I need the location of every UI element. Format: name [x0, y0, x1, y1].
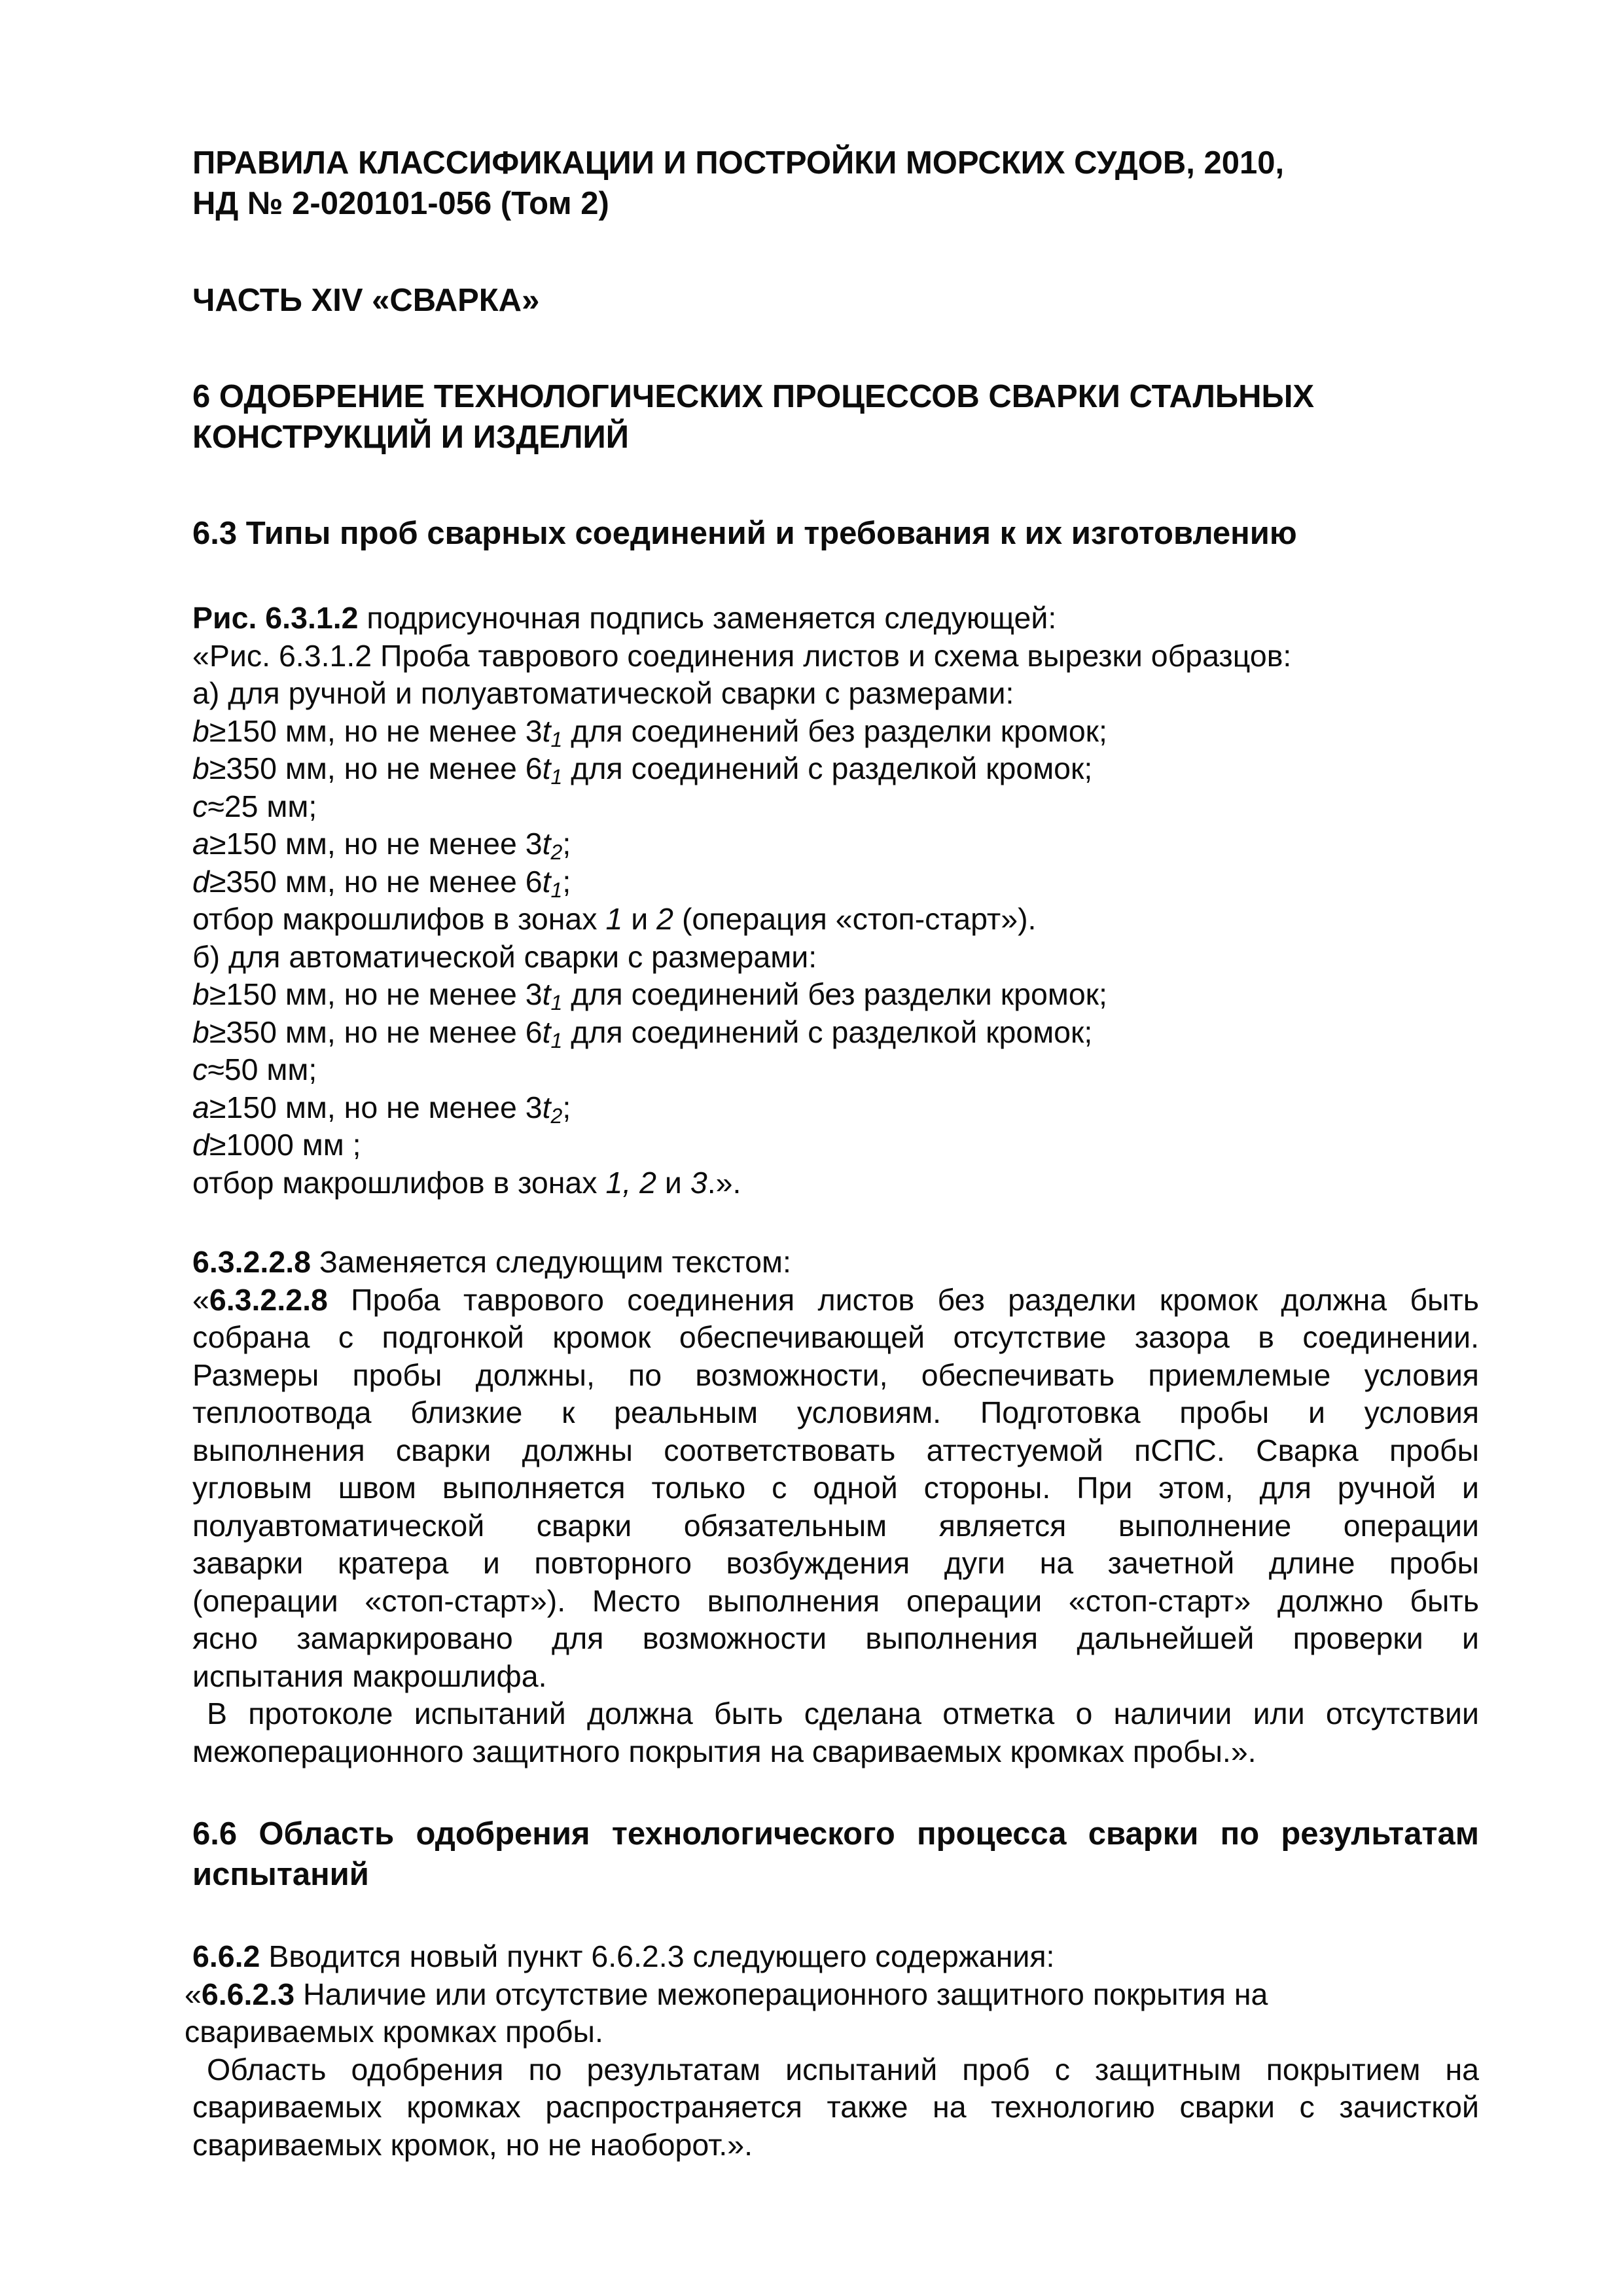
- subscript: 1: [550, 991, 563, 1014]
- dim-text: ≥150 мм, но не менее 3: [209, 1090, 543, 1124]
- dim-text: ≥350 мм, но не менее 6: [209, 1014, 543, 1049]
- scope-text-line: Область одобрения по результатам испытаний проб с защитным покрытием на: [207, 2052, 1479, 2087]
- dim-tail: для соединений с разделкой кромок;: [562, 1014, 1093, 1049]
- manual-a-line: [192, 825, 1479, 863]
- clause-ref: 6.6.2: [192, 1939, 260, 1973]
- dim-tail: для соединений без разделки кромок;: [562, 977, 1107, 1011]
- figure-change-line: [192, 600, 1479, 637]
- var-b: b: [192, 713, 209, 748]
- clause-text-line: угловым швом выполняется только с одной стороны. При этом, для ручной и: [192, 1471, 1479, 1505]
- manual-b1-line: [192, 713, 1479, 751]
- var-d: d: [192, 864, 209, 899]
- var-t: t: [542, 864, 551, 899]
- quote-mark: «: [192, 1282, 209, 1317]
- heading-line: испытаний: [192, 1857, 369, 1892]
- var-t: t: [542, 751, 551, 785]
- scope-text-line: свариваемых кромках распространяется также на технологию сварки с зачисткой: [192, 2090, 1479, 2124]
- zone-number: 3: [690, 1165, 707, 1200]
- chapter-heading: [192, 376, 1479, 457]
- auto-b1-line: [192, 976, 1479, 1014]
- var-b: b: [192, 1014, 209, 1049]
- zone-number: 1, 2: [605, 1165, 657, 1200]
- var-a: a: [192, 827, 209, 861]
- caption-line: «Рис. 6.3.1.2 Проба таврового соединения листов и схема вырезки образцов:: [192, 638, 1292, 673]
- subscript: 2: [550, 840, 563, 864]
- manual-zones-line: [192, 901, 1479, 939]
- clause-text-line: полуавтоматической сварки обязательным является выполнение операции: [192, 1508, 1479, 1543]
- clause-intro: Вводится новый пункт 6.6.2.3 следующего содержания:: [260, 1939, 1055, 1973]
- clause-note-line: В протоколе испытаний должна быть сделана отметка о наличии или отсутствии: [207, 1696, 1479, 1731]
- auto-b2-line: [192, 1014, 1479, 1052]
- clause-text-line: испытания макрошлифа.: [192, 1659, 547, 1693]
- auto-zones-line: [192, 1164, 1479, 1202]
- manual-d-line: [192, 863, 1479, 901]
- figure-intro: подрисуночная подпись заменяется следующей:: [358, 601, 1057, 635]
- clause-ref: 6.3.2.2.8: [192, 1245, 311, 1279]
- clause-6-3-2-2-8: [192, 1244, 1479, 1770]
- var-d: d: [192, 1128, 209, 1162]
- dim-text: ≈25 мм;: [207, 789, 317, 823]
- auto-a-line: [192, 1089, 1479, 1127]
- section-66-heading: [192, 1814, 1479, 1895]
- subscript: 1: [550, 1028, 563, 1052]
- var-c: c: [192, 789, 208, 823]
- chapter-line: КОНСТРУКЦИЙ И ИЗДЕЛИЙ: [192, 420, 629, 455]
- zones-text: отбор макрошлифов в зонах: [192, 902, 606, 936]
- manual-c-line: [192, 788, 1479, 826]
- clause-ref: 6.6.2.3: [201, 1977, 295, 2011]
- figure-ref: Рис. 6.3.1.2: [192, 601, 359, 635]
- subscript: 2: [550, 1103, 563, 1128]
- var-t: t: [542, 977, 551, 1011]
- subscript: 1: [550, 727, 563, 751]
- clause-text-line: (операции «стоп-старт»). Место выполнения операции «стоп-старт» должно быть: [192, 1583, 1479, 1618]
- dim-tail: ;: [562, 864, 571, 899]
- manual-intro: а) для ручной и полуавтоматической сварки с размерами:: [192, 676, 1014, 710]
- new-clause-line: свариваемых кромках пробы.: [185, 2015, 603, 2049]
- document-title: [192, 143, 1479, 224]
- dim-text: ≈50 мм;: [207, 1052, 317, 1086]
- auto-c-line: [192, 1051, 1479, 1089]
- zones-text: (операция «стоп-старт»).: [673, 902, 1037, 936]
- zones-text: и: [622, 902, 657, 936]
- zones-text: отбор макрошлифов в зонах: [192, 1165, 606, 1200]
- dim-tail: ;: [562, 1090, 571, 1124]
- clause-text: Проба таврового соединения листов без разделки кромок должна быть: [327, 1282, 1479, 1317]
- var-t: t: [542, 713, 551, 748]
- part-heading: ЧАСТЬ XIV «СВАРКА»: [192, 283, 540, 318]
- clause-intro-line: [192, 1938, 1479, 1976]
- subscript: 1: [550, 878, 563, 902]
- zone-number: 2: [656, 902, 674, 936]
- clause-text-line: теплоотвода близкие к реальным условиям. Подготовка пробы и условия: [192, 1395, 1479, 1429]
- clause-intro: Заменяется следующим текстом:: [310, 1245, 791, 1279]
- chapter-line: 6 ОДОБРЕНИЕ ТЕХНОЛОГИЧЕСКИХ ПРОЦЕССОВ СВАРКИ СТАЛЬНЫХ: [192, 379, 1315, 414]
- dim-tail: для соединений без разделки кромок;: [562, 713, 1107, 748]
- var-t: t: [542, 1090, 551, 1124]
- var-b: b: [192, 751, 209, 785]
- manual-b2-line: [192, 750, 1479, 788]
- paragraph-gap: [192, 1770, 1479, 1814]
- dim-text: ≥150 мм, но не менее 3: [209, 713, 543, 748]
- clause-text: Наличие или отсутствие межоперационного защитного покрытия на: [294, 1977, 1268, 2011]
- dim-tail: для соединений с разделкой кромок;: [562, 751, 1093, 785]
- var-t: t: [542, 827, 551, 861]
- clause-note-line: межоперационного защитного покрытия на свариваемых кромках пробы.».: [192, 1734, 1257, 1768]
- subscript: 1: [550, 765, 563, 789]
- zones-text: и: [656, 1165, 690, 1200]
- clause-text-line: выполнения сварки должны соответствовать аттестуемой пСПС. Сварка пробы: [192, 1433, 1479, 1467]
- var-b: b: [192, 977, 209, 1011]
- dim-text: ≥150 мм, но не менее 3: [209, 827, 543, 861]
- clause-text-line: собрана с подгонкой кромок обеспечивающей отсутствие зазора в соединении.: [192, 1320, 1479, 1354]
- title-line: НД № 2-020101-056 (Том 2): [192, 186, 609, 221]
- scope-text-line: свариваемых кромок, но не наоборот.».: [192, 2127, 753, 2162]
- clause-6-6-2: [185, 1938, 1479, 2164]
- zones-text: .».: [707, 1165, 741, 1200]
- clause-ref: 6.3.2.2.8: [209, 1282, 328, 1317]
- var-c: c: [192, 1052, 208, 1086]
- auto-d-line: [192, 1126, 1479, 1164]
- title-line: ПРАВИЛА КЛАССИФИКАЦИИ И ПОСТРОЙКИ МОРСКИХ СУДОВ, 2010,: [192, 145, 1285, 181]
- section-63-heading: 6.3 Типы проб сварных соединений и требования к их изготовлению: [192, 516, 1297, 551]
- var-a: a: [192, 1090, 209, 1124]
- dim-text: ≥150 мм, но не менее 3: [209, 977, 543, 1011]
- dim-text: ≥350 мм, но не менее 6: [209, 864, 543, 899]
- zone-number: 1: [605, 902, 623, 936]
- dim-tail: ;: [562, 827, 571, 861]
- heading-line: 6.6 Область одобрения технологического процесса сварки по результатам: [192, 1816, 1479, 1852]
- var-t: t: [542, 1014, 551, 1049]
- new-clause-line: [185, 1976, 1479, 2014]
- figure-caption-block: [192, 600, 1479, 1202]
- clause-text-line: заварки кратера и повторного возбуждения дуги на зачетной длине пробы: [192, 1546, 1479, 1580]
- quote-mark: «: [185, 1977, 202, 2011]
- clause-text-line: ясно замаркировано для возможности выполнения дальнейшей проверки и: [192, 1621, 1479, 1655]
- paragraph-gap: [192, 1202, 1479, 1244]
- clause-intro-line: [192, 1244, 1479, 1282]
- dim-text: ≥1000 мм ;: [209, 1128, 361, 1162]
- dim-text: ≥350 мм, но не менее 6: [209, 751, 543, 785]
- auto-intro: б) для автоматической сварки с размерами:: [192, 939, 817, 974]
- clause-text-line: Размеры пробы должны, по возможности, обеспечивать приемлемые условия: [192, 1357, 1479, 1392]
- clause-text-line: [192, 1282, 1479, 1319]
